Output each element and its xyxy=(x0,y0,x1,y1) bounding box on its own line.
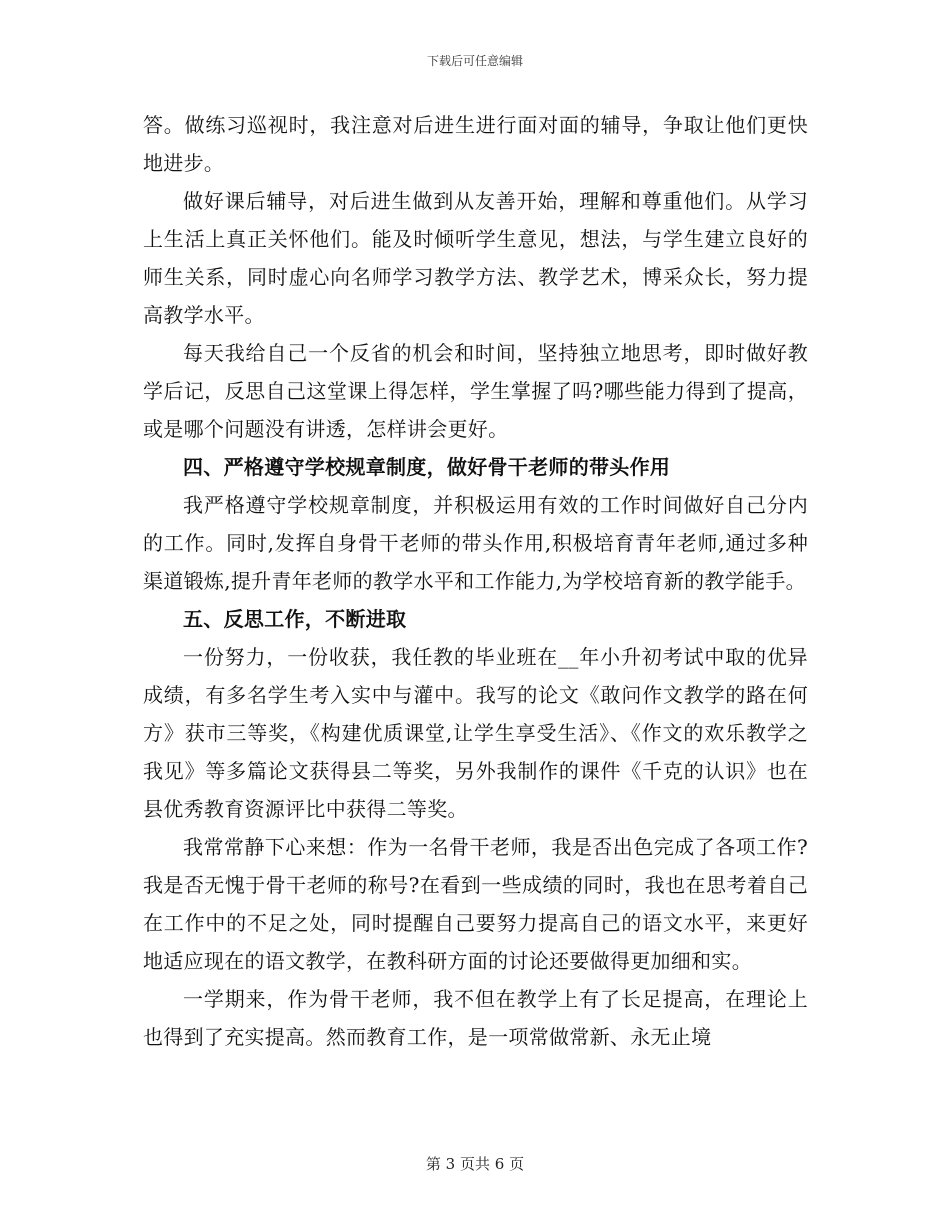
section-heading-5: 五、反思工作，不断进取 xyxy=(183,607,407,631)
paragraph: 一学期来，作为骨干老师，我不但在教学上有了长足提高，在理论上也得到了充实提高。然而教育工作，是一项常做常新、永无止境 xyxy=(143,987,808,1049)
paragraph: 我严格遵守学校规章制度，并积极运用有效的工作时间做好自己分内的工作。同时,发挥自身骨干老师的带头作用,积极培育青年老师,通过多种渠道锻炼,提升青年老师的教学水平和工作能力,为学校培育新的教学能手。 xyxy=(143,493,808,593)
page-footer: 第 3 页共 6 页 xyxy=(425,1155,525,1173)
section-heading-4: 四、严格遵守学校规章制度，做好骨干老师的带头作用 xyxy=(183,455,671,479)
paragraph: 我常常静下心来想：作为一名骨干老师，我是否出色完成了各项工作?我是否无愧于骨干老师的称号?在看到一些成绩的同时，我也在思考着自己在工作中的不足之处，同时提醒自己要努力提高自己的语文水平，来更好地适应现在的语文教学，在教科研方面的讨论还要做得更加细和实。 xyxy=(143,835,808,973)
paragraph-continued: 答。做练习巡视时，我注意对后进生进行面对面的辅导，争取让他们更快地进步。 xyxy=(143,113,808,175)
paragraph: 一份努力，一份收获，我任教的毕业班在__年小升初考试中取的优异成绩，有多名学生考入实中与灌中。我写的论文《敢问作文教学的路在何方》获市三等奖，《构建优质课堂,让学生享受生活》、《作文的欢乐教学之我见》等多篇论文获得县二等奖，另外我制作的课件《千克的认识》也在县优秀教育资源评比中获得二等奖。 xyxy=(143,645,808,821)
paragraph: 做好课后辅导，对后进生做到从友善开始，理解和尊重他们。从学习上生活上真正关怀他们。能及时倾听学生意见，想法，与学生建立良好的师生关系，同时虚心向名师学习教学方法、教学艺术，博采众长，努力提高教学水平。 xyxy=(143,189,808,327)
document-body xyxy=(143,106,808,1056)
paragraph: 每天我给自己一个反省的机会和时间，坚持独立地思考，即时做好教学后记，反思自己这堂课上得怎样，学生掌握了吗?哪些能力得到了提高，或是哪个问题没有讲透，怎样讲会更好。 xyxy=(143,341,808,441)
page-header: 下载后可任意编辑 xyxy=(426,54,523,68)
